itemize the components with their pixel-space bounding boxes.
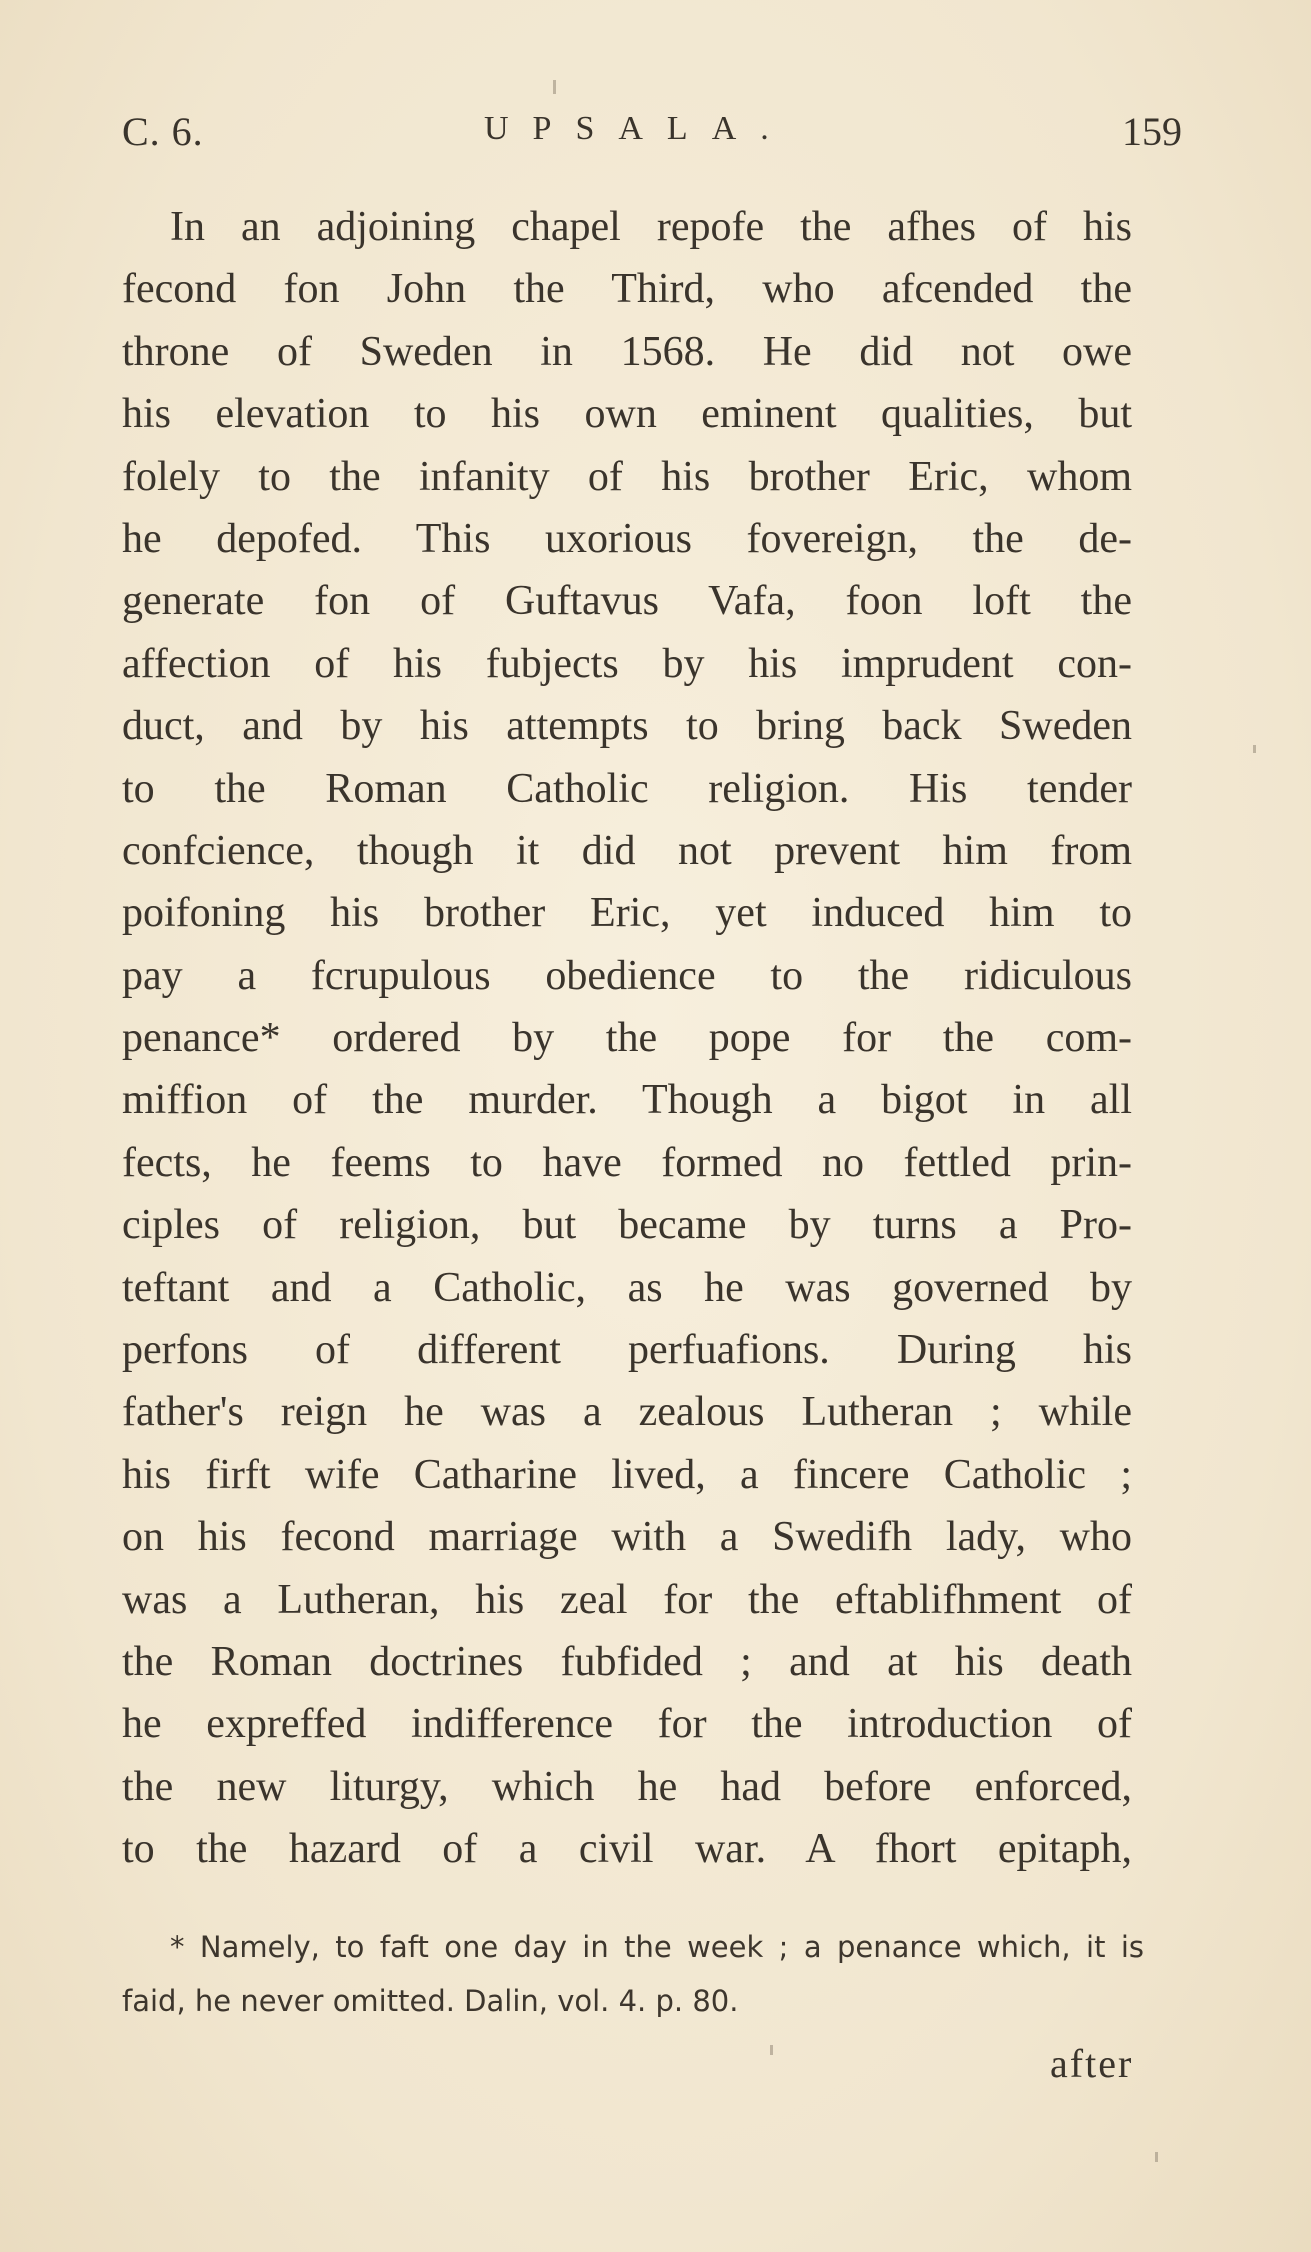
text-line: In an adjoining chapel repofe the afhes of his	[170, 204, 1132, 250]
footnote	[122, 1920, 1144, 2028]
text-line: affection of his fubjects by his imprudent con-	[122, 640, 1132, 687]
paper-speck	[770, 2045, 773, 2055]
chapter-marker: C. 6.	[122, 109, 204, 154]
text-line: his firft wife Catharine lived, a fincere Catholic ;	[122, 1451, 1132, 1498]
page-number: 159	[1122, 109, 1182, 154]
text-line: on his fecond marriage with a Swedifh lady, who	[122, 1514, 1132, 1561]
text-line: his elevation to his own eminent qualities, but	[122, 391, 1132, 438]
footnote-line: * Namely, to faft one day in the week ; a penance which, it is	[170, 1930, 1144, 1964]
text-line: he depofed. This uxorious fovereign, the de-	[122, 515, 1132, 562]
text-line: throne of Sweden in 1568. He did not owe	[122, 328, 1132, 375]
text-line: perfons of different perfuafions. During his	[122, 1327, 1132, 1374]
text-line: father's reign he was a zealous Lutheran ; while	[122, 1389, 1132, 1436]
text-line: he expreffed indifference for the introduction of	[122, 1701, 1132, 1748]
text-line: to the hazard of a civil war. A fhort epitaph,	[122, 1826, 1132, 1873]
body-text	[122, 196, 1132, 1881]
text-line: the Roman doctrines fubfided ; and at his death	[122, 1638, 1132, 1685]
catchword: after	[1050, 2041, 1134, 2086]
text-line: was a Lutheran, his zeal for the eftablifhment of	[122, 1576, 1132, 1623]
text-line: generate fon of Guftavus Vafa, foon loft the	[122, 578, 1132, 625]
text-line: miffion of the murder. Though a bigot in all	[122, 1077, 1132, 1124]
text-line: confcience, though it did not prevent him from	[122, 827, 1132, 874]
paper-speck	[553, 80, 556, 94]
paper-speck	[1253, 745, 1256, 753]
paper-speck	[1155, 2152, 1158, 2162]
text-line: poifoning his brother Eric, yet induced him to	[122, 890, 1132, 937]
text-line: pay a fcrupulous obedience to the ridiculous	[122, 952, 1132, 999]
page-header	[122, 108, 1182, 158]
text-line: ciples of religion, but became by turns a Pro-	[122, 1202, 1132, 1249]
text-line: duct, and by his attempts to bring back Sweden	[122, 703, 1132, 750]
text-line: to the Roman Catholic religion. His tender	[122, 765, 1132, 812]
text-line: penance* ordered by the pope for the com-	[122, 1015, 1132, 1062]
text-line: fects, he feems to have formed no fettled prin-	[122, 1139, 1132, 1186]
text-line: the new liturgy, which he had before enforced,	[122, 1763, 1132, 1810]
footnote-line: faid, he never omitted. Dalin, vol. 4. p. 80.	[122, 1984, 739, 2018]
running-title: UPSALA.	[484, 110, 793, 147]
text-line: folely to the infanity of his brother Eric, whom	[122, 453, 1132, 500]
text-line: teftant and a Catholic, as he was governed by	[122, 1264, 1132, 1311]
text-line: fecond fon John the Third, who afcended the	[122, 266, 1132, 313]
